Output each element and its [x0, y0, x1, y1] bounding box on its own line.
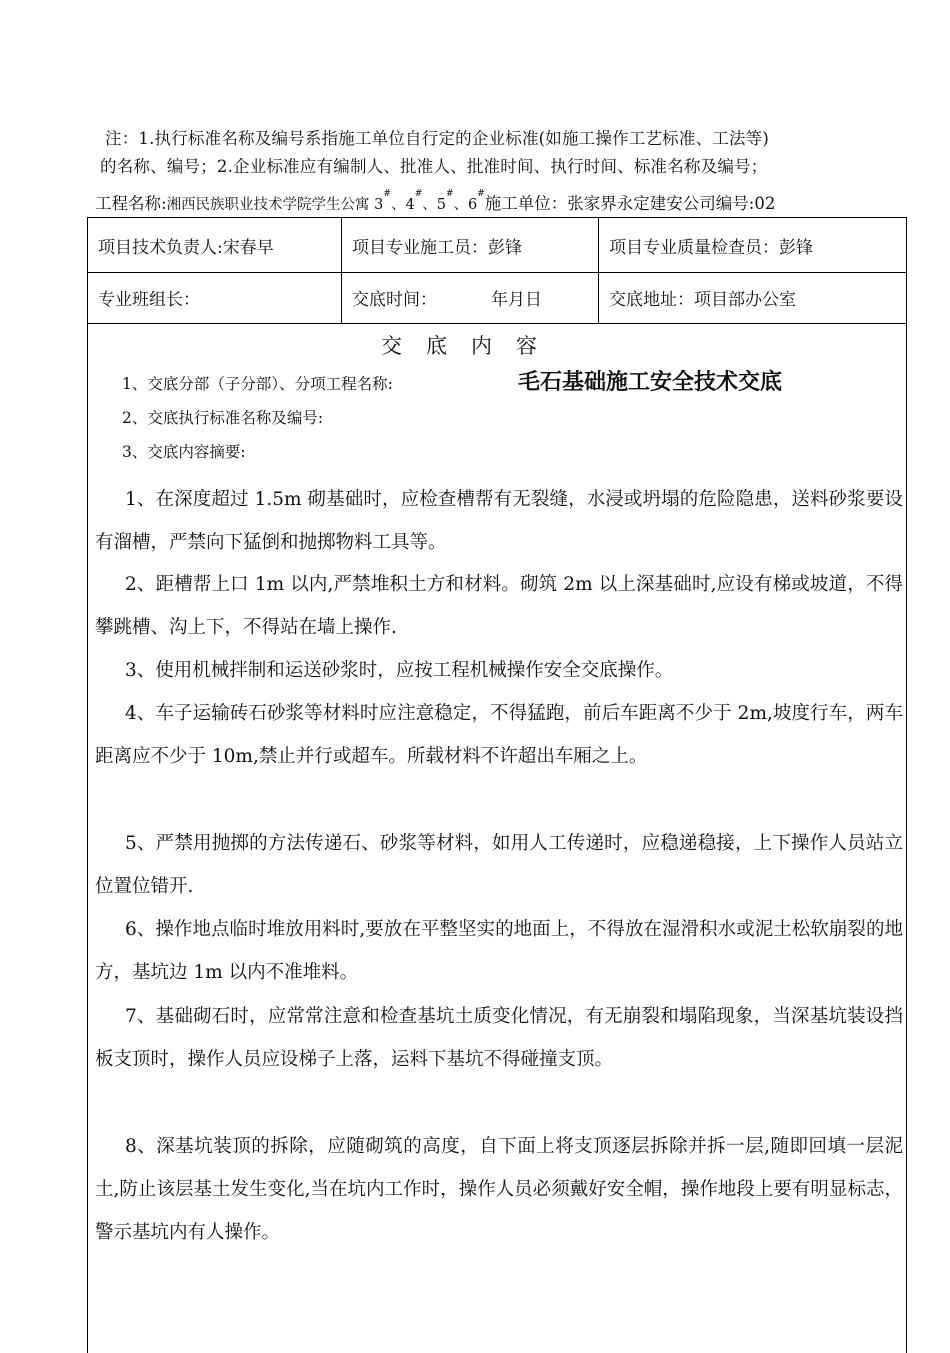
paragraph-6: 6、操作地点临时堆放用料时,要放在平整坚实的地面上，不得放在湿滑积水或泥土松软崩裂的地方，基坑边 1m 以内不准堆料。 — [95, 919, 903, 983]
info-row-2 — [87, 272, 907, 324]
note-line-1: 注：1.执行标准名称及编号系指施工单位自行定的企业标准(如施工操作工艺标准、工法等) — [105, 129, 770, 148]
project-line — [95, 190, 775, 214]
topic-title: 毛石基础施工安全技术交底 — [518, 370, 783, 395]
tech-lead-cell: 项目技术负责人:宋春早 — [98, 237, 274, 258]
paragraph-1: 1、在深度超过 1.5m 砌基础时，应检查槽帮有无裂缝，水浸或坍塌的危险隐患，送料砂浆要设有溜槽，严禁向下猛倒和抛掷物料工具等。 — [95, 489, 903, 553]
paragraph-3: 3、使用机械拌制和运送砂浆时，应按工程机械操作安全交底操作。 — [125, 660, 674, 681]
handover-place-cell: 交底地址：项目部办公室 — [598, 272, 906, 323]
quality-inspector-cell: 项目专业质量检查员：彭锋 — [598, 218, 906, 272]
team-leader-cell: 专业班组长： — [98, 290, 200, 310]
paragraph-8: 8、深基坑装顶的拆除，应随砌筑的高度，自下面上将支顶逐层拆除并拆一层,随即回填一层泥土,防止该层基土发生变化,当在坑内工作时，操作人员必须戴好安全帽，操作地段上要有明显标志，警示基坑内有人操作。 — [95, 1136, 903, 1243]
item2-label: 2、交底执行标准名称及编号: — [122, 409, 324, 427]
paragraph-7: 7、基础砌石时，应常常注意和检查基坑土质变化情况，有无崩裂和塌陷现象，当深基坑装设挡板支顶时，操作人员应设梯子上落，运料下基坑不得碰撞支顶。 — [95, 1006, 903, 1070]
construction-staff-cell: 项目专业施工员：彭锋 — [341, 218, 598, 272]
info-row-1 — [87, 217, 907, 273]
item1-label: 1、交底分部（子分部）、分项工程名称: — [122, 375, 393, 393]
paragraph-2: 2、距槽帮上口 1m 以内,严禁堆积土方和材料。砌筑 2m 以上深基础时,应设有梯或坡道，不得攀跳槽、沟上下，不得站在墙上操作. — [95, 574, 903, 638]
project-name: 湘西民族职业技术学院学生公寓 3#、4#、5#、6# — [166, 189, 485, 213]
item3-label: 3、交底内容摘要: — [122, 443, 246, 461]
paragraph-4: 4、车子运输砖石砂浆等材料时应注意稳定，不得猛跑，前后车距离不少于 2m,坡度行车，两车距离应不少于 10m,禁止并行或超车。所载材料不许超出车厢之上。 — [95, 703, 903, 767]
construction-unit: 施工单位：张家界永定建安公司编号:02 — [484, 194, 776, 213]
paragraph-5: 5、严禁用抛掷的方法传递石、砂浆等材料，如用人工传递时，应稳递稳接，上下操作人员站立位置位错开. — [95, 833, 903, 897]
content-heading: 交底内容 — [381, 334, 561, 358]
handover-time-cell: 交底时间： 年月日 — [341, 272, 598, 323]
note-line-2: 的名称、编号；2.企业标准应有编制人、批准人、批准时间、执行时间、标准名称及编号； — [100, 157, 768, 176]
project-label: 工程名称: — [95, 194, 167, 213]
